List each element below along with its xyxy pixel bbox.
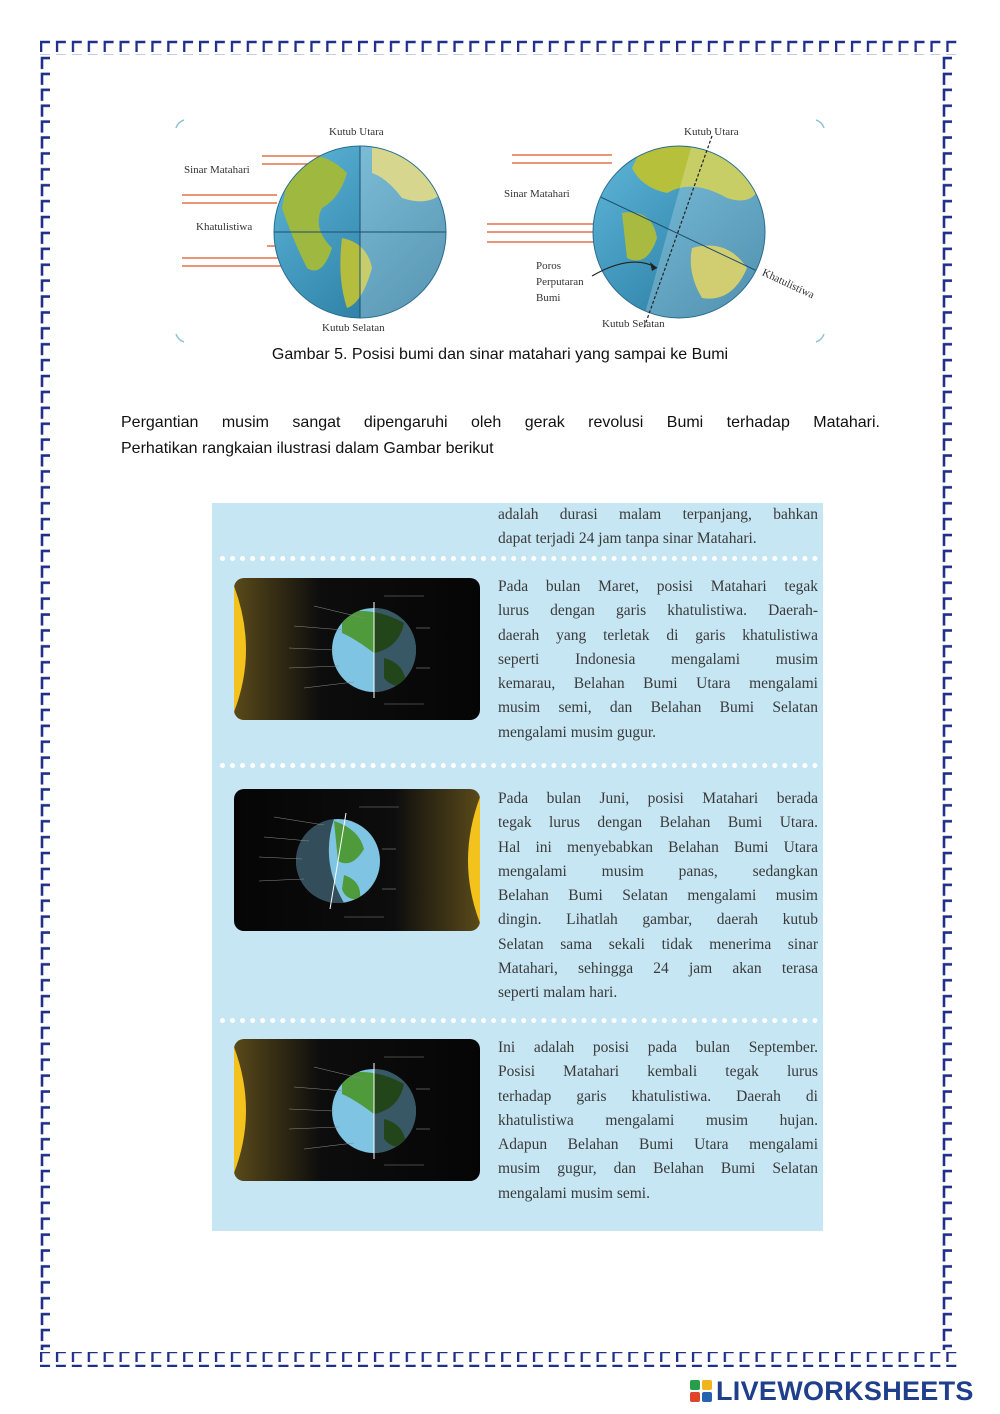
- intro-paragraph: [121, 410, 880, 462]
- dotted-divider: [220, 763, 818, 768]
- dotted-divider: [220, 1018, 818, 1023]
- intro-line-2: Perhatikan rangkaian ilustrasi dalam Gambar berikut: [121, 440, 494, 457]
- march-earth-illustration: [234, 578, 480, 720]
- label-kutub-selatan-left: Kutub Selatan: [322, 322, 385, 334]
- text-line: adalah durasi malam terpanjang, bahkan: [498, 506, 818, 523]
- text-line: Belahan Bumi Selatan mengalami musim: [498, 887, 818, 905]
- label-sinar-matahari-right: Sinar Matahari: [504, 188, 570, 200]
- liveworksheets-logo[interactable]: [690, 1376, 990, 1406]
- label-kutub-selatan-right: Kutub Selatan: [602, 318, 665, 330]
- panel-top-text: [498, 503, 818, 552]
- text-line: Matahari, sehingga 24 jam akan terasa: [498, 960, 818, 978]
- figure-caption: Gambar 5. Posisi bumi dan sinar matahari yang sampai ke Bumi: [271, 346, 729, 363]
- text-line: musim gugur, dan Belahan Bumi Selatan: [498, 1160, 818, 1178]
- text-line: Posisi Matahari kembali tegak lurus: [498, 1063, 818, 1081]
- text-line: mengalami musim semi.: [498, 1184, 650, 1202]
- june-description: [498, 787, 818, 1006]
- earth-globes-illustration: [172, 118, 828, 346]
- march-description: [498, 575, 818, 745]
- text-line: Ini adalah posisi pada bulan September.: [498, 1039, 818, 1056]
- september-description: [498, 1036, 818, 1206]
- text-line: Hal ini menyebabkan Belahan Bumi Utara: [498, 838, 818, 856]
- june-earth-illustration: [234, 789, 480, 931]
- text-line: Pada bulan Maret, posisi Matahari tegak: [498, 578, 818, 595]
- text-line: terhadap garis khatulistiwa. Daerah di: [498, 1087, 818, 1105]
- label-bumi: Bumi: [536, 292, 561, 304]
- text-line: dingin. Lihatlah gambar, daerah kutub: [498, 911, 818, 929]
- label-khatulistiwa-right: Khatulistiwa: [760, 266, 817, 302]
- liveworksheets-wordmark: LIVEWORKSHEETS: [716, 1376, 974, 1406]
- text-line: musim semi, dan Belahan Bumi Selatan: [498, 699, 818, 717]
- text-line: tegak lurus dengan Belahan Bumi Utara.: [498, 814, 818, 832]
- text-line: dapat terjadi 24 jam tanpa sinar Matahari.: [498, 530, 757, 548]
- text-line: seperti malam hari.: [498, 984, 618, 1002]
- september-earth-illustration: [234, 1039, 480, 1181]
- text-line: Adapun Belahan Bumi Utara mengalami: [498, 1136, 818, 1154]
- text-line: seperti Indonesia mengalami musim: [498, 650, 818, 668]
- label-poros: Poros: [536, 260, 562, 272]
- text-line: Pada bulan Juni, posisi Matahari berada: [498, 790, 818, 807]
- text-line: kemarau, Belahan Bumi Utara mengalami: [498, 675, 818, 693]
- seasons-panel: [212, 503, 823, 1231]
- dotted-divider: [220, 556, 818, 561]
- text-line: daerah yang terletak di garis khatulistiwa: [498, 626, 818, 644]
- text-line: Selatan sama sekali tidak menerima sinar: [498, 935, 818, 953]
- label-kutub-utara-right: Kutub Utara: [684, 126, 739, 138]
- label-kutub-utara-left: Kutub Utara: [329, 126, 384, 138]
- label-perputaran: Perputaran: [536, 276, 584, 288]
- label-sinar-matahari-left: Sinar Matahari: [184, 164, 250, 176]
- liveworksheets-icon: [690, 1380, 712, 1404]
- text-line: mengalami musim panas, sedangkan: [498, 862, 818, 880]
- text-line: mengalami musim gugur.: [498, 723, 656, 741]
- intro-line-1: Pergantian musim sangat dipengaruhi oleh gerak revolusi Bumi terhadap Matahari.: [121, 414, 880, 431]
- label-khatulistiwa-left: Khatulistiwa: [196, 221, 253, 233]
- earth-position-figure: [172, 118, 828, 346]
- text-line: khatulistiwa mengalami musim hujan.: [498, 1111, 818, 1129]
- text-line: lurus dengan garis khatulistiwa. Daerah-: [498, 602, 818, 620]
